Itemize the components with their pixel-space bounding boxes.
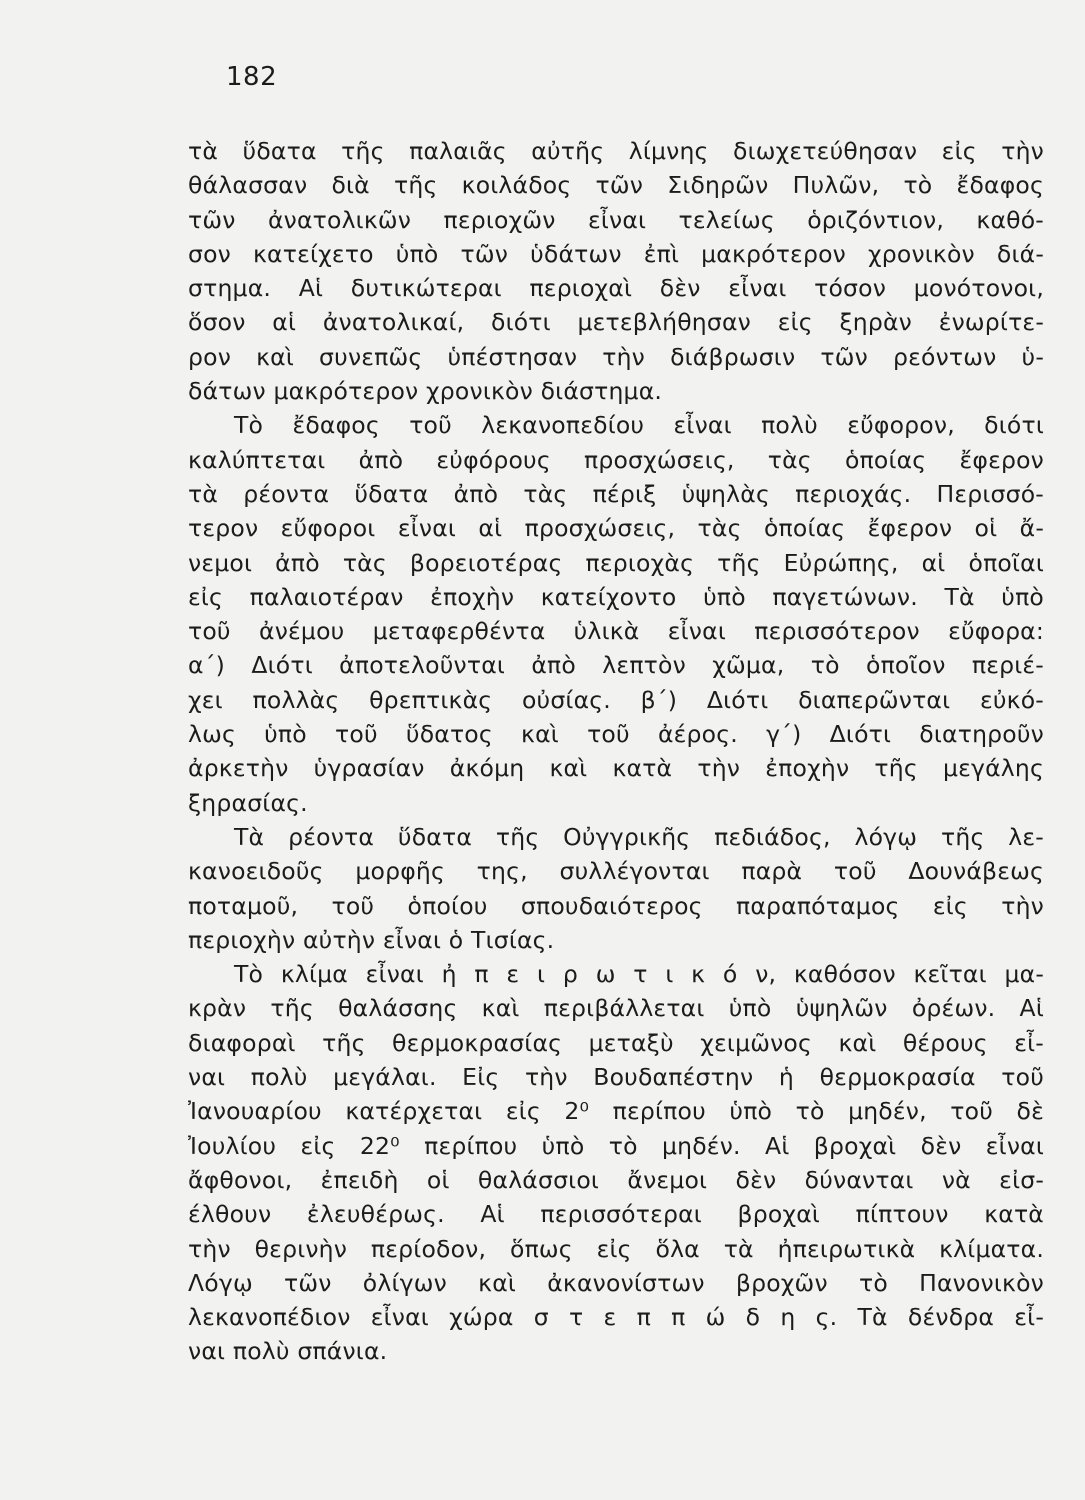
text-line: τῶν ἀνατολικῶν περιοχῶν εἶναι τελείως ὁριζόντιον, καθό-: [188, 205, 1044, 234]
text-line: θάλασσαν διὰ τῆς κοιλάδος τῶν Σιδηρῶν Πυλῶν, τὸ ἔδαφος: [188, 171, 1044, 200]
text-line: εἰς παλαιοτέραν ἐποχὴν κατείχοντο ὑπὸ παγετώνων. Τὰ ὑπὸ: [188, 582, 1044, 611]
text-line: τὰ ρέοντα ὕδατα ἀπὸ τὰς πέριξ ὑψηλὰς περιοχάς. Περισσό-: [188, 479, 1044, 508]
text-line: α΄) Διότι ἀποτελοῦνται ἀπὸ λεπτὸν χῶμα, τὸ ὁποῖον περιέ-: [188, 651, 1044, 680]
text-line: νεμοι ἀπὸ τὰς βορειοτέρας περιοχὰς τῆς Εὐρώπης, αἱ ὁποῖαι: [188, 548, 1044, 577]
text-line: ναι πολὺ σπάνια.: [188, 1337, 388, 1366]
text-line: τὴν θερινὴν περίοδον, ὅπως εἰς ὅλα τὰ ἠπειρωτικὰ κλίματα.: [188, 1234, 1044, 1263]
text-line: χει πολλὰς θρεπτικὰς οὐσίας. β΄) Διότι διαπερῶνται εὐκό-: [188, 685, 1044, 714]
body-text: [188, 134, 1044, 1369]
text-line: κανοειδοῦς μορφῆς της, συλλέγονται παρὰ τοῦ Δουνάβεως: [188, 857, 1044, 886]
text-line: κρὰν τῆς θαλάσσης καὶ περιβάλλεται ὑπὸ ὑψηλῶν ὀρέων. Αἱ: [188, 994, 1044, 1023]
text-line: ξηρασίας.: [188, 788, 308, 817]
text-line: τοῦ ἀνέμου μεταφερθέντα ὑλικὰ εἶναι περισσότερον εὔφορα:: [188, 617, 1044, 646]
text-line: καλύπτεται ἀπὸ εὐφόρους προσχώσεις, τὰς ὁποίας ἔφερον: [188, 445, 1044, 474]
text-line: τερον εὔφοροι εἶναι αἱ προσχώσεις, τὰς ὁποίας ἔφερον οἱ ἄ-: [188, 514, 1044, 543]
text-line: ναι πολὺ μεγάλαι. Εἰς τὴν Βουδαπέστην ἡ θερμοκρασία τοῦ: [188, 1063, 1044, 1092]
text-line: περιοχὴν αὐτὴν εἶναι ὁ Τισίας.: [188, 925, 555, 954]
text-line: ὅσον αἱ ἀνατολικαί, διότι μετεβλήθησαν εἰς ξηρὰν ἐνωρίτε-: [188, 308, 1044, 337]
text-line: λεκανοπέδιον εἶναι χώρα σ τ ε π π ώ δ η ς. Τὰ δένδρα εἶ-: [188, 1303, 1044, 1332]
text-line: Τὸ κλίμα εἶναι ἠ π ε ι ρ ω τ ι κ ό ν, καθόσον κεῖται μα-: [234, 960, 1044, 989]
text-line: δάτων μακρότερον χρονικὸν διάστημα.: [188, 377, 663, 406]
text-line: σον κατείχετο ὑπὸ τῶν ὑδάτων ἐπὶ μακρότερον χρονικὸν διά-: [188, 239, 1044, 268]
text-line: στημα. Αἱ δυτικώτεραι περιοχαὶ δὲν εἶναι τόσον μονότονοι,: [188, 274, 1044, 303]
text-line: Τὸ ἔδαφος τοῦ λεκανοπεδίου εἶναι πολὺ εὔφορον, διότι: [234, 411, 1044, 440]
text-line: Τὰ ρέοντα ὕδατα τῆς Οὐγγρικῆς πεδιάδος, λόγῳ τῆς λε-: [234, 822, 1044, 851]
text-line: Λόγῳ τῶν ὀλίγων καὶ ἀκανονίστων βροχῶν τὸ Πανονικὸν: [188, 1268, 1044, 1297]
text-line: Ἰανουαρίου κατέρχεται εἰς 2⁰ περίπου ὑπὸ τὸ μηδέν, τοῦ δὲ: [188, 1097, 1044, 1126]
text-line: ἄφθονοι, ἐπειδὴ οἱ θαλάσσιοι ἄνεμοι δὲν δύνανται νὰ εἰσ-: [188, 1165, 1044, 1194]
text-line: ρον καὶ συνεπῶς ὑπέστησαν τὴν διάβρωσιν τῶν ρεόντων ὑ-: [188, 342, 1044, 371]
text-line: τὰ ὕδατα τῆς παλαιᾶς αὐτῆς λίμνης διωχετεύθησαν εἰς τὴν: [188, 137, 1044, 165]
text-line: λως ὑπὸ τοῦ ὕδατος καὶ τοῦ ἀέρος. γ΄) Διότι διατηροῦν: [188, 720, 1044, 749]
text-line: Ἰουλίου εἰς 22⁰ περίπου ὑπὸ τὸ μηδέν. Αἱ βροχαὶ δὲν εἶναι: [188, 1131, 1044, 1160]
text-line: έλθουν ἐλευθέρως. Αἱ περισσότεραι βροχαὶ πίπτουν κατὰ: [188, 1200, 1044, 1229]
text-line: διαφοραὶ τῆς θερμοκρασίας μεταξὺ χειμῶνος καὶ θέρους εἶ-: [188, 1028, 1044, 1057]
page-number: 182: [226, 62, 278, 92]
text-line: ἀρκετὴν ὑγρασίαν ἀκόμη καὶ κατὰ τὴν ἐποχὴν τῆς μεγάλης: [188, 754, 1044, 783]
text-line: ποταμοῦ, τοῦ ὁποίου σπουδαιότερος παραπόταμος εἰς τὴν: [188, 891, 1044, 920]
